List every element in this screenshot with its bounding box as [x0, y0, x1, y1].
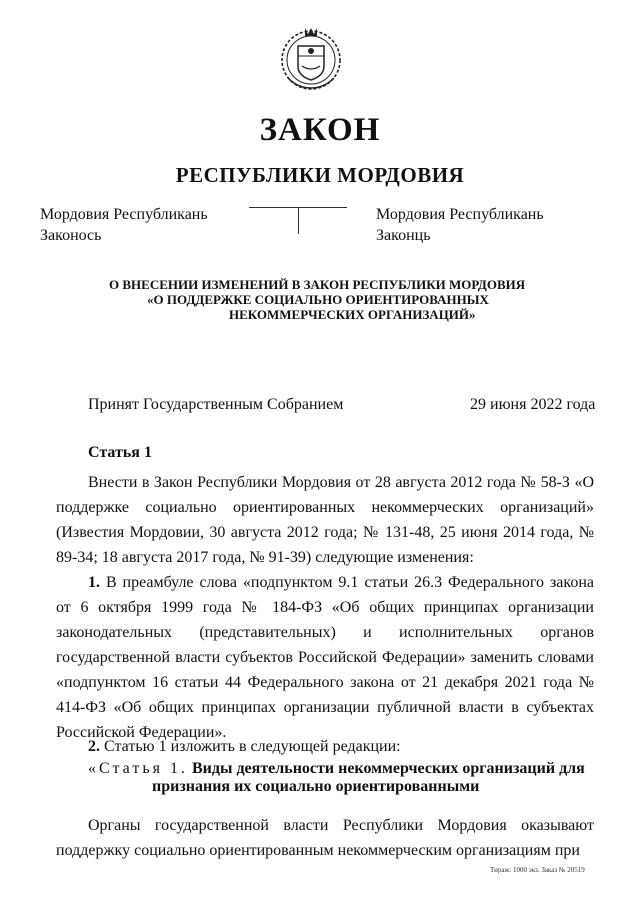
law-title-line3: НЕКОММЕРЧЕСКИХ ОРГАНИЗАЦИЙ» — [229, 307, 476, 322]
law-title-line2: «О ПОДДЕРЖКЕ СОЦИАЛЬНО ОРИЕНТИРОВАННЫХ — [147, 292, 489, 307]
item1-text: В преамбуле слова «подпунктом 9.1 статьи 26.3 Федерального закона от 6 октября 1999 года № 184-ФЗ «Об общих принципах организации законодательных (представительных) и исполнительных органов государственной власти субъектов Российской Федерации» заменить словами «подпунктом 16 статьи 44 Федерального закона от 21 декабря 2021 года № 414-ФЗ «Об общих принципах организации публичной власти в субъектах Российской Федерации». — [56, 574, 595, 741]
header-left-line2: Законось — [40, 227, 102, 244]
quoted-article-body: Органы государственной власти Республики Мордовия оказывают поддержку социально ориентированным некоммерческим организациям при — [56, 817, 594, 859]
quoted-article-title-line2: признания их социально ориентированными — [152, 778, 480, 795]
item2-number: 2. — [88, 738, 100, 755]
amendment-item-2 — [88, 734, 594, 759]
item2-text: Статью 1 изложить в следующей редакции: — [104, 738, 401, 755]
item1-number: 1. — [88, 574, 100, 591]
law-title-line1: О ВНЕСЕНИИ ИЗМЕНЕНИЙ В ЗАКОН РЕСПУБЛИКИ МОРДОВИЯ — [109, 277, 526, 292]
quoted-article-title-line1: Виды деятельности некоммерческих организаций для — [191, 760, 585, 777]
document-subtitle: РЕСПУБЛИКИ МОРДОВИЯ — [175, 163, 465, 187]
document-title: ЗАКОН — [259, 112, 381, 148]
adoption-label: Принят Государственным Собранием — [88, 396, 344, 413]
article-heading: Статья 1 — [88, 444, 152, 461]
adoption-date: 29 июня 2022 года — [470, 396, 596, 413]
article-intro-paragraph: Внести в Закон Республики Мордовия от 28 августа 2012 года № 58-З «О поддержке социально ориентированных некоммерческих организаций» (Известия Мордовии, 30 августа 2012 года; № 131-48, 25 июня 2014 года, № 89-34; 18 августа 2017 года, № 91-39) следующие изменения: — [56, 474, 594, 566]
coat-of-arms-emblem — [276, 22, 346, 94]
header-right-line2: Законць — [376, 227, 431, 244]
quoted-article-prefix: «Статья 1. — [88, 760, 188, 777]
header-right-line1: Мордовия Республикань — [376, 206, 544, 223]
print-info: Тираж: 1000 экз. Заказ № 20519 — [490, 866, 585, 874]
header-left-block — [40, 204, 208, 246]
quoted-article-heading — [88, 760, 585, 778]
header-left-line1: Мордовия Республикань — [40, 206, 208, 223]
law-number-divider — [298, 207, 299, 234]
header-right-block — [376, 204, 544, 246]
amendment-item-1 — [56, 570, 594, 745]
